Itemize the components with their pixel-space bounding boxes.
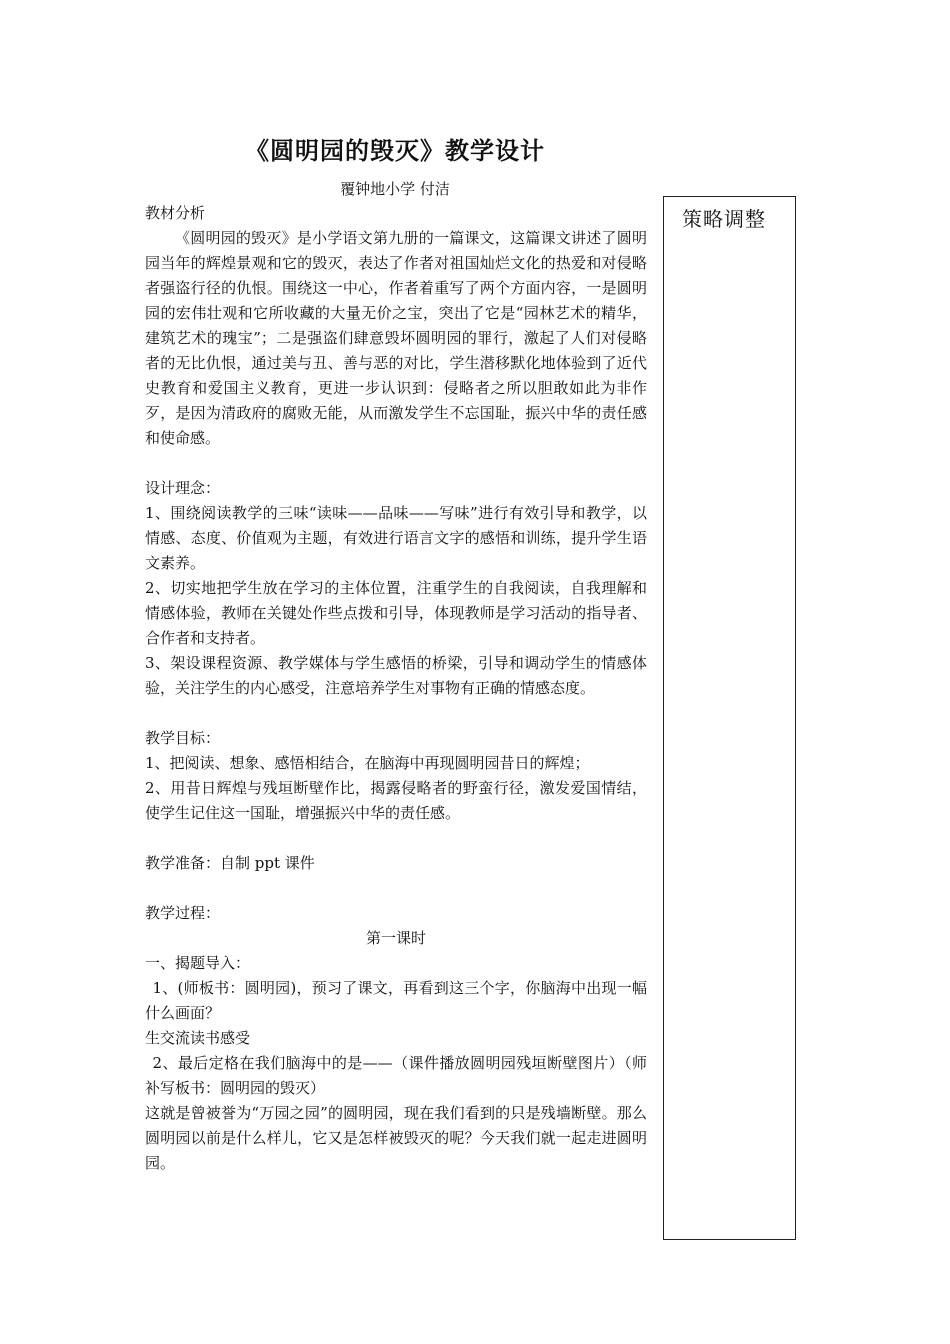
concept-item: 3、架设课程资源、教学媒体与学生感悟的桥梁，引导和调动学生的情感体验，关注学生的内心感受，注意培养学生对事物有正确的情感态度。 xyxy=(145,654,647,697)
lesson-label: 第一课时 xyxy=(365,929,426,947)
concept-heading: 设计理念： xyxy=(145,479,221,497)
document-title: 《圆明园的毁灭》教学设计 xyxy=(245,136,545,165)
spacer xyxy=(145,826,647,851)
goal-item: 2、用昔日辉煌与残垣断壁作比，揭露侵略者的野蛮行径，激发爱国情结，使学生记住这一国耻，增强振兴中华的责任感。 xyxy=(145,779,647,822)
analysis-paragraph: 《圆明园的毁灭》是小学语文第九册的一篇课文，这篇课文讲述了圆明园当年的辉煌景观和它的毁灭，表达了作者对祖国灿烂文化的热爱和对侵略者强盗行径的仇恨。围绕这一中心，作者着重写了两个方面内容，一是圆明园的宏伟壮观和它所收藏的大量无价之宝，突出了它是“园林艺术的精华，建筑艺术的瑰宝”；二是强盗们肆意毁坏圆明园的罪行，激起了人们对侵略者的无比仇恨，通过美与丑、善与恶的对比，学生潜移默化地体验到了近代史教育和爱国主义教育，更进一步认识到：侵略者之所以胆敢如此为非作歹，是因为清政府的腐败无能，从而激发学生不忘国耻，振兴中华的责任感和使命感。 xyxy=(145,229,647,447)
spacer xyxy=(145,701,647,726)
main-content xyxy=(145,201,647,1176)
goals-heading: 教学目标： xyxy=(145,729,221,747)
process-heading: 教学过程： xyxy=(145,904,221,922)
goal-item: 1、把阅读、想象、感悟相结合，在脑海中再现圆明园昔日的辉煌； xyxy=(145,754,590,772)
step1-item: 2、最后定格在我们脑海中的是——（课件播放圆明园残垣断壁图片）（师补写板书：圆明园的毁灭） xyxy=(145,1054,647,1097)
step1-heading: 一、揭题导入： xyxy=(145,954,251,972)
step1-item: 1、(师板书：圆明园)，预习了课文，再看到这三个字，你脑海中出现一幅什么画面？ xyxy=(145,979,647,1022)
spacer xyxy=(145,451,647,476)
strategy-adjustment-box xyxy=(663,196,796,1240)
analysis-heading: 教材分析 xyxy=(145,204,206,222)
step1-narration: 这就是曾被誉为“万园之园”的圆明园，现在我们看到的只是残墙断壁。那么圆明园以前是什么样儿，它又是怎样被毁灭的呢？今天我们就一起走进圆明园。 xyxy=(145,1104,647,1172)
preparation-line: 教学准备：自制 ppt 课件 xyxy=(145,854,315,872)
step1-student-activity: 生交流读书感受 xyxy=(145,1029,251,1047)
author-line: 覆钟地小学 付洁 xyxy=(340,180,450,198)
concept-item: 2、切实地把学生放在学习的主体位置，注重学生的自我阅读，自我理解和情感体验，教师在关键处作些点拨和引导，体现教师是学习活动的指导者、合作者和支持者。 xyxy=(145,579,647,647)
spacer xyxy=(145,876,647,901)
concept-item: 1、围绕阅读教学的三味“读味——品味——写味”进行有效引导和教学，以情感、态度、价值观为主题，有效进行语言文字的感悟和训练，提升学生语文素养。 xyxy=(145,504,647,572)
strategy-adjustment-title: 策略调整 xyxy=(682,207,766,231)
